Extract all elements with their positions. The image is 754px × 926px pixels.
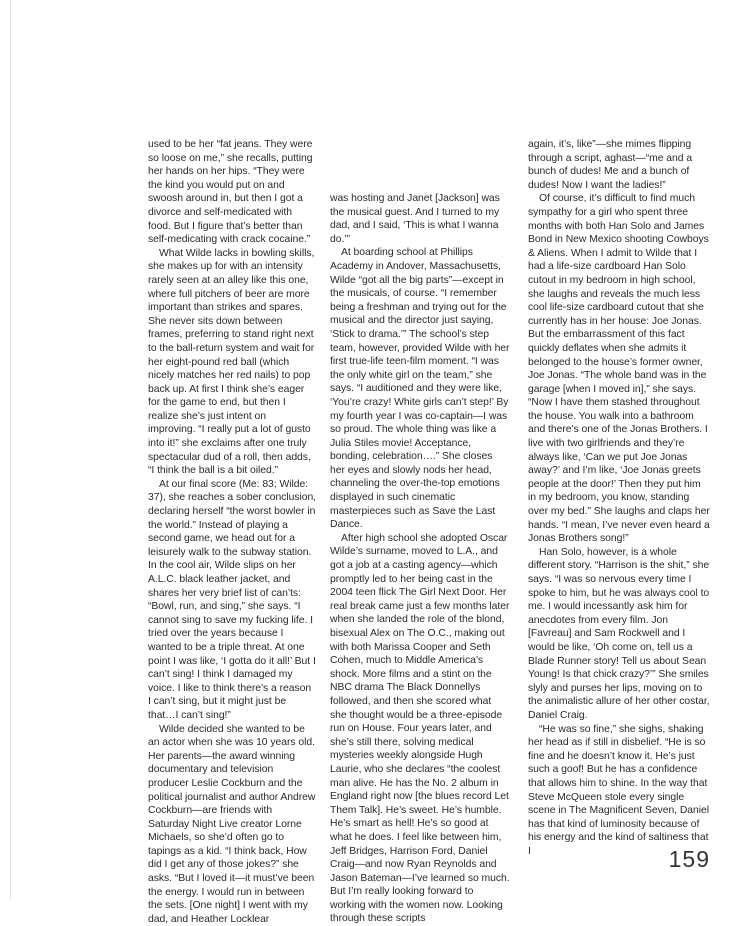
article-column-3 [528, 138, 710, 858]
page-number: 159 [668, 846, 710, 872]
article-column-1 [148, 138, 316, 926]
paragraph: At boarding school at Phillips Academy in Andover, Massachusetts, Wilde “got all the big parts”—except in the musicals, of course. “I remember being a freshman and trying out for the musical and the director just saying, ‘Stick to drama.’” The school’s step team, however, provided Wilde with her first true-life teen-film moment. “I was the only white girl on the team,” she says. “I auditioned and they were like, ‘You’re crazy! White girls can’t step!’ By my fourth year I was co-captain—I was so proud. The whole thing was like a Julia Stiles movie! Acceptance, bonding, celebration….” She closes her eyes and slowly nods her head, channeling the over-the-top emotions displayed in such cinematic masterpieces such as Save the Last Dance. [330, 247, 510, 531]
paragraph: “He was so fine,” she sighs, shaking her head as if still in disbelief. “He is so fine and he doesn’t know it. He’s just such a goof! But he has a confidence that allows him to shine. In the way that Steve McQueen stole every single scene in The Magnificent Seven, Daniel has that kind of luminosity because of his energy and the kind of saltiness that I [528, 723, 710, 857]
paragraph: After high school she adopted Oscar Wilde’s surname, moved to L.A., and got a job at a casting agency—which promptly led to her being cast in the 2004 teen flick The Girl Next Door. Her real break came just a few months later when she landed the role of the blond, bisexual Alex on The O.C., making out with both Marissa Cooper and Seth Cohen, much to Middle America’s shock. More films and a stint on the NBC drama The Black Donnellys followed, and then she scored what she thought would be a three-episode run on House. Four years later, and she’s still there, solving medical mysteries weekly alongside Hugh Laurie, who she declares “the coolest man alive. He has the No. 2 album in England right now [the blues record Let Them Talk]. He’s sweet. He’s humble. He’s smart as hell! He’s so good at what he does. I feel like between him, Jeff Bridges, Harrison Ford, Daniel Craig—and now Ryan Reynolds and Jason Bateman—I’ve learned so much. But I’m really looking forward to working with the women now. Looking through these scripts [330, 532, 510, 925]
paragraph: was hosting and Janet [Jackson] was the musical guest. And I turned to my dad, and I said, ‘This is what I wanna do.’” [330, 193, 500, 245]
page-gutter-line [10, 0, 11, 900]
article-column-2 [330, 192, 510, 926]
paragraph: used to be her “fat jeans. They were so loose on me,” she recalls, putting her hands on her hips. “They were the kind you would put on and swoosh around in, but then I got a divorce and self-medicated with food. But I figure that’s better than self-medicating with crack cocaine.” [148, 139, 313, 246]
paragraph: What Wilde lacks in bowling skills, she makes up for with an intensity rarely seen at an alley like this one, where full pitchers of beer are more important than strikes and spares. She never sits down between frames, preferring to stand right next to the ball-return system and wait for her eight-pound red ball (which nicely matches her red nails) to pop back up. At first I think she’s eager for the game to end, but then I realize she’s just intent on improving. “I really put a lot of gusto into it!” she exclaims after one truly spectacular dud of a roll, then adds, “I think the ball is a bit oiled.” [148, 247, 315, 477]
paragraph: again, it’s, like”—she mimes flipping through a script, aghast—“me and a bunch of dudes! Me and a bunch of dudes! Now I want the ladies!” [528, 139, 693, 191]
paragraph: Han Solo, however, is a whole different story. “Harrison is the shit,” she says. “I was so nervous every time I spoke to him, but he was always cool to me. I would incessantly ask him for anecdotes from every film. Jon [Favreau] and Sam Rockwell and I would be like, ‘Oh come on, tell us a Blade Runner story! Tell us about Sean Young! Is that chick crazy?’” She smiles slyly and purses her lips, moving on to the animalistic allure of her other costar, Daniel Craig. [528, 546, 710, 721]
paragraph: Of course, it’s difficult to find much sympathy for a girl who spent three months with both Han Solo and James Bond in New Mexico shooting Cowboys & Aliens. When I admit to Wilde that I had a life-size cardboard Han Solo cutout in my bedroom in high school, she laughs and reveals the much less cool life-size cardboard cutout that she currently has in her house: Joe Jonas. But the embarrassment of this fact quickly deflates when she admits it belonged to the house’s former owner, Joe Jonas. “The whole band was in the garage [when I moved in],” she says. “Now I have them stashed throughout the house. You walk into a bathroom and there’s one of the Jonas Brothers. I live with two girlfriends and they’re always like, ‘Can we put Joe Jonas away?’ and I’m like, ‘Joe Jonas greets people at the door!’ Then they put him in my bedroom, you know, standing over my bed.” She laughs and claps her hands. “I mean, I’ve never even heard a Jonas Brothers song!” [528, 193, 710, 545]
paragraph: Wilde decided she wanted to be an actor when she was 10 years old. Her parents—the award winning documentary and television producer Leslie Cockburn and the political journalist and author Andrew Cockburn—are friends with Saturday Night Live creator Lorne Michaels, so she’d often go to tapings as a kid. “I think back, How did I get any of those jokes?” she asks. “But I loved it—it must’ve been the energy. I would run in between the sets. [One night] I went with my dad, and Heather Locklear [148, 723, 316, 925]
paragraph: At our final score (Me: 83; Wilde: 37), she reaches a sober conclusion, declaring herself “the worst bowler in the world.” Instead of playing a second game, we head out for a leisurely walk to the subway station. In the cool air, Wilde slips on her A.L.C. black leather jacket, and shares her very brief list of can’ts: “Bowl, run, and sing,” she says. “I cannot sing to save my fucking life. I tried over the years because I wanted to be a triple threat. At one point I was like, ‘I gotta do it all!’ But I can’t sing! I think I damaged my voice. I like to think there’s a reason I can’t sing, but it might just be that…I can’t sing!” [148, 478, 317, 721]
